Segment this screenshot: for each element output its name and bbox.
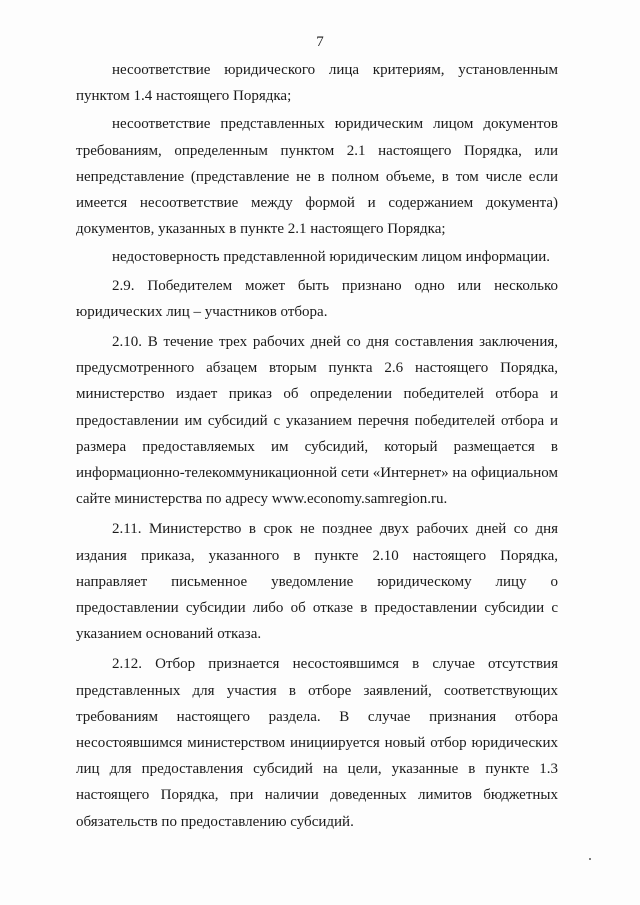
- document-body: [76, 57, 558, 835]
- paragraph-2-9: 2.9. Победителем может быть признано одно или несколько юридических лиц – участников отбора.: [76, 277, 558, 320]
- scan-speck: [589, 858, 591, 860]
- paragraph-criteria-mismatch: несоответствие юридического лица критериям, установленным пунктом 1.4 настоящего Порядка;: [76, 62, 558, 105]
- paragraph-2-11: 2.11. Министерство в срок не позднее двух рабочих дней со дня издания приказа, указанного в пункте 2.10 настоящего Порядка, направляет письменное уведомление юридическому лицу о предоставлении субсидии либо об отказе в предоставлении субсидии с указанием оснований отказа.: [76, 521, 558, 643]
- paragraph-2-12: 2.12. Отбор признается несостоявшимся в случае отсутствия представленных для участия в отборе заявлений, соответствующих требованиям настоящего раздела. В случае признания отбора несостоявшимся министерством инициируется новый отбор юридических лиц для предоставления субсидий на цели, указанные в пункте 1.3 настоящего Порядка, при наличии доведенных лимитов бюджетных обязательств по предоставлению субсидий.: [76, 656, 558, 830]
- paragraph-documents-mismatch: несоответствие представленных юридическим лицом документов требованиям, определенным пунктом 2.1 настоящего Порядка, или непредставление (представление не в полном объеме, в том числе если имеется несоответствие между формой и содержанием документа) документов, указанных в пункте 2.1 настоящего Порядка;: [76, 116, 558, 238]
- paragraph-false-information: недостоверность представленной юридическим лицом информации.: [112, 249, 551, 266]
- page-number: 7: [316, 34, 324, 50]
- paragraph-2-10: 2.10. В течение трех рабочих дней со дня составления заключения, предусмотренного абзацем вторым пункта 2.6 настоящего Порядка, министерство издает приказ об определении победителей отбора и предоставлении им субсидий с указанием перечня победителей отбора и размера предоставляемых им субсидий, который размещается в информационно-телекоммуникационной сети «Интернет» на официальном сайте министерства по адресу www.economy.samregion.ru.: [76, 334, 558, 508]
